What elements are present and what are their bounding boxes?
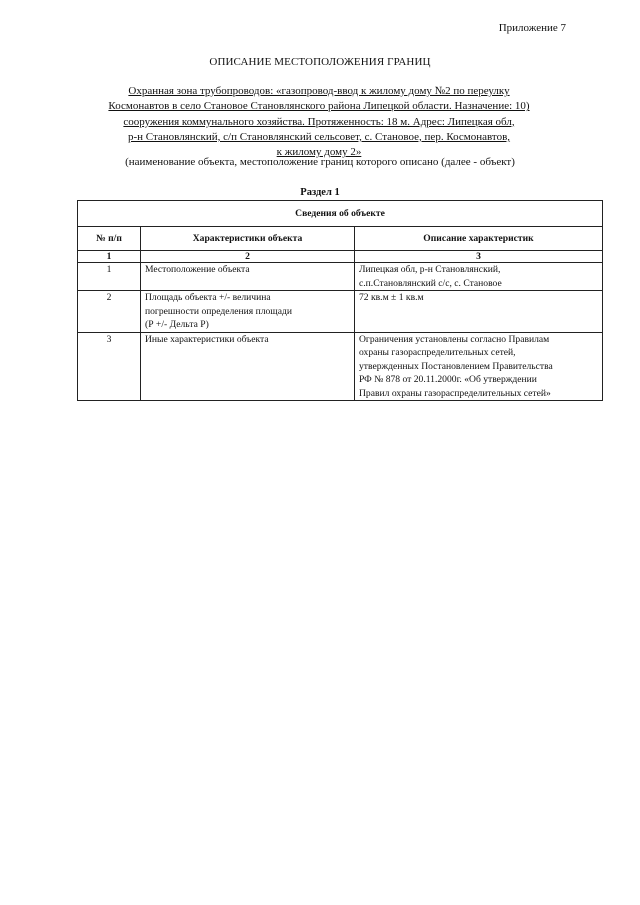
- description-line: Ограничения установлены согласно Правилам: [359, 333, 550, 345]
- object-line-3: сооружения коммунального хозяйства. Протяженность: 18 м. Адрес: Липецкая обл,: [123, 115, 515, 128]
- description-line: Липецкая обл, р-н Становлянский,: [359, 264, 501, 275]
- table-heading: Сведения об объекте: [78, 201, 603, 227]
- column-number-2: 2: [141, 251, 355, 263]
- table-row: [78, 263, 603, 291]
- description-line: 72 кв.м ± 1 кв.м: [359, 292, 424, 303]
- description-line: Правил охраны газораспределительных сетей»: [359, 387, 551, 399]
- row-description: [355, 332, 603, 401]
- description-line: с.п.Становлянский с/с, с. Становое: [359, 277, 502, 289]
- table-row: [78, 291, 603, 333]
- column-header-number: № п/п: [78, 227, 141, 251]
- column-header-description: Описание характеристик: [355, 227, 603, 251]
- column-header-characteristic: Характеристики объекта: [141, 227, 355, 251]
- object-line-5: к жилому дому 2»: [276, 146, 362, 159]
- column-number-1: 1: [78, 251, 141, 263]
- row-description: [355, 291, 603, 333]
- column-number-3: 3: [355, 251, 603, 263]
- description-line: РФ № 878 от 20.11.2000г. «Об утверждении: [359, 374, 537, 385]
- object-description: [80, 84, 558, 160]
- row-description: [355, 263, 603, 291]
- column-header-row: [78, 227, 603, 251]
- table-row: [78, 332, 603, 401]
- row-characteristic: [141, 291, 355, 333]
- row-number: 1: [78, 263, 141, 291]
- characteristic-line: (Р +/- Дельта Р): [145, 319, 209, 330]
- document-title: ОПИСАНИЕ МЕСТОПОЛОЖЕНИЯ ГРАНИЦ: [209, 56, 431, 68]
- row-characteristic: [141, 332, 355, 401]
- characteristic-line: погрешности определения площади: [145, 305, 292, 317]
- row-characteristic: Местоположение объекта: [141, 263, 355, 291]
- description-line: охраны газораспределительных сетей,: [359, 347, 516, 358]
- table-heading-row: [78, 201, 603, 227]
- object-caption: (наименование объекта, местоположение границ которого описано (далее - объект): [125, 156, 515, 168]
- row-number: 3: [78, 332, 141, 401]
- object-line-2: Космонавтов в село Становое Становлянского района Липецкой области. Назначение: 10): [108, 100, 530, 113]
- appendix-label: Приложение 7: [498, 22, 566, 34]
- characteristic-line: Иные характеристики объекта: [145, 333, 269, 345]
- description-line: утвержденных Постановлением Правительства: [359, 360, 553, 372]
- object-line-4: р-н Становлянский, с/п Становлянский сельсовет, с. Становое, пер. Космонавтов,: [127, 130, 511, 143]
- section-title: Раздел 1: [300, 187, 340, 198]
- column-number-row: [78, 251, 603, 263]
- characteristic-line: Площадь объекта +/- величина: [145, 292, 271, 303]
- row-number: 2: [78, 291, 141, 333]
- object-info-table: [77, 200, 603, 401]
- object-line-1: Охранная зона трубопроводов: «газопровод-ввод к жилому дому №2 по переулку: [128, 85, 510, 97]
